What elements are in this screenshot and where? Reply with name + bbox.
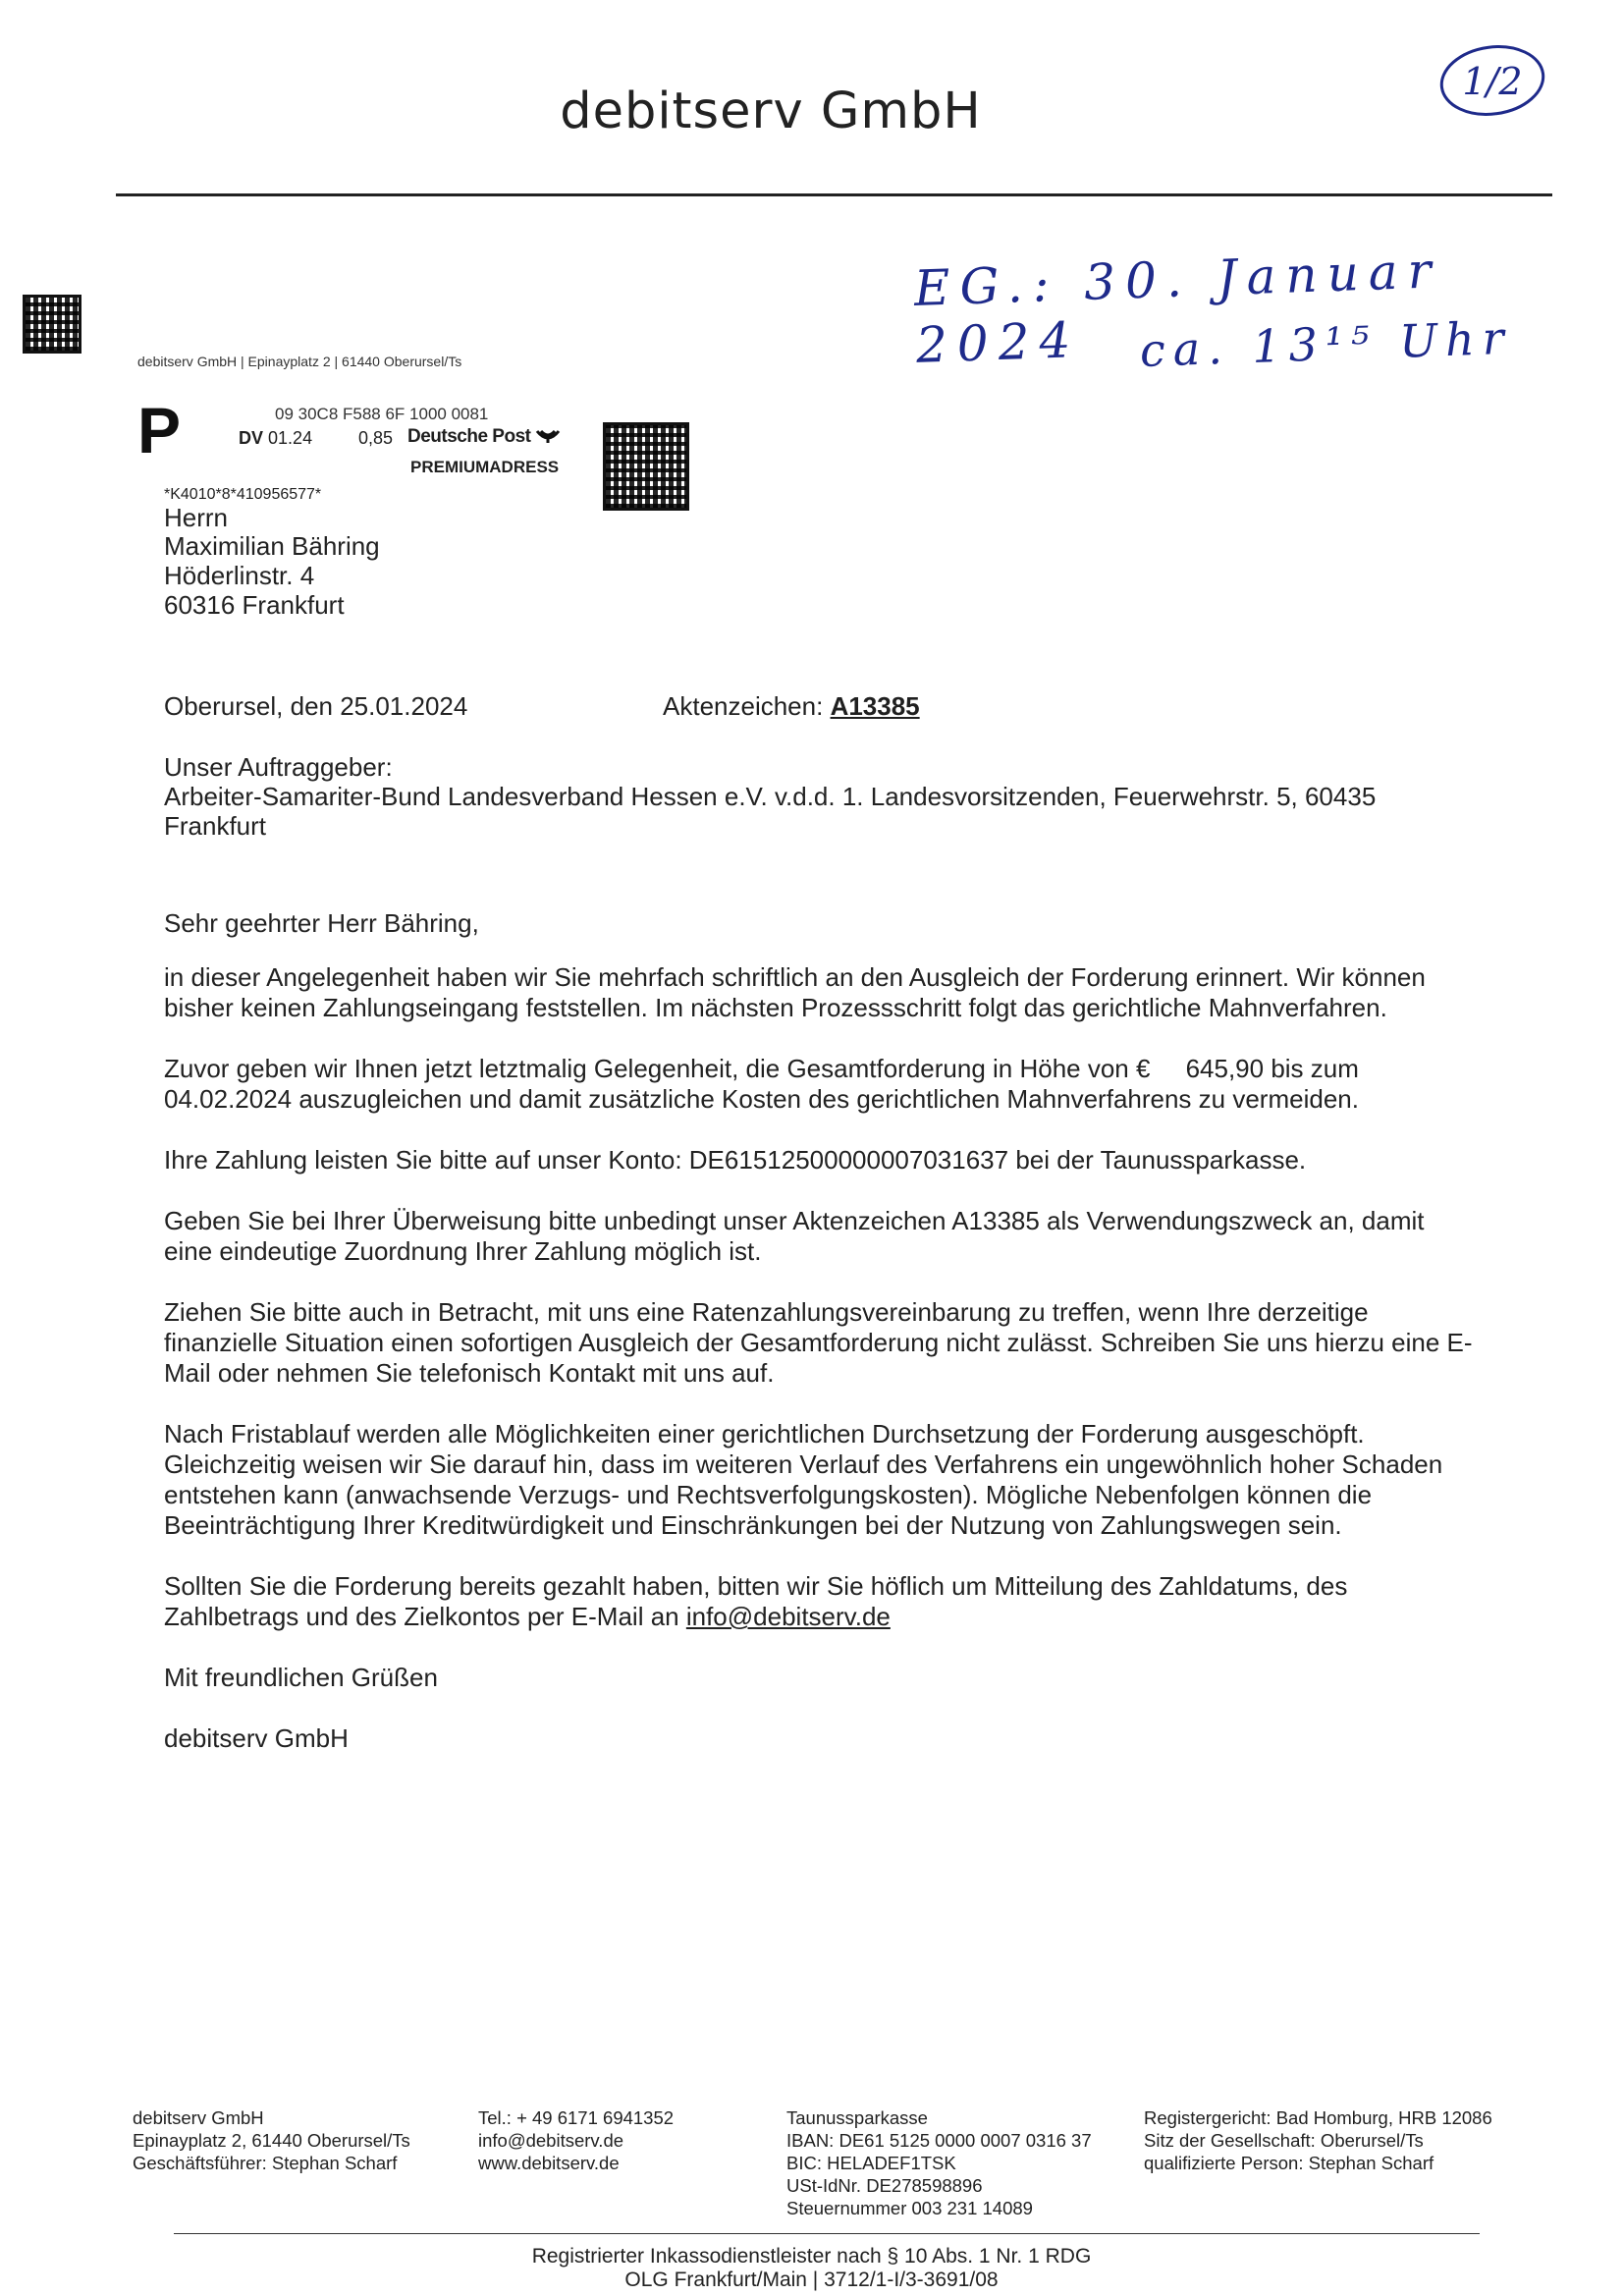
footer-company-name: debitserv GmbH — [133, 2107, 264, 2128]
footer-company-address: Epinayplatz 2, 61440 Oberursel/Ts — [133, 2130, 410, 2151]
recipient-street: Höderlinstr. 4 — [164, 561, 315, 590]
paragraph-7-line-2 — [164, 1602, 1578, 1632]
handwritten-received-time: ca. 13¹⁵ Uhr — [1139, 310, 1513, 377]
postage-p-mark: P — [137, 394, 182, 466]
footer-vat-id: USt-IdNr. DE278598896 — [786, 2175, 983, 2196]
footer-registration-line-2: OLG Frankfurt/Main | 3712/1-I/3-3691/08 — [624, 2269, 999, 2291]
header-rule — [116, 193, 1552, 196]
contact-email-link[interactable]: info@debitserv.de — [685, 1602, 891, 1631]
paragraph-4-line-1: Geben Sie bei Ihrer Überweisung bitte unbedingt unser Aktenzeichen A13385 als Verwendungszweck an, damit — [164, 1206, 1425, 1235]
paragraph-6-line-2: Gleichzeitig weisen wir Sie darauf hin, dass im weiteren Verlauf des Verfahrens ein ungewöhnlich hoher Schaden — [164, 1449, 1443, 1479]
footer-managing-director: Geschäftsführer: Stephan Scharf — [133, 2153, 398, 2173]
footer-website[interactable]: www.debitserv.de — [478, 2153, 620, 2173]
postage-price: 0,85 — [358, 428, 394, 448]
deutsche-post-text: Deutsche Post — [407, 426, 531, 447]
paragraph-7-line-1: Sollten Sie die Forderung bereits gezahlt haben, bitten wir Sie höflich um Mitteilung des Zahldatums, des — [164, 1571, 1348, 1601]
recipient-salutation: Herrn — [164, 503, 229, 532]
aktenzeichen-label: Aktenzeichen: — [663, 691, 824, 721]
paragraph-5-line-3: Mail oder nehmen Sie telefonisch Kontakt mit uns auf. — [164, 1358, 775, 1388]
footer-registration-line-1: Registrierter Inkassodienstleister nach § 10 Abs. 1 Nr. 1 RDG — [531, 2245, 1092, 2268]
aktenzeichen — [663, 691, 920, 722]
footer-register-court: Registergericht: Bad Homburg, HRB 12086 — [1144, 2107, 1492, 2128]
paragraph-6-line-4: Beeinträchtigung Ihrer Kreditwürdigkeit und Einschränkungen bei der Nutzung von Zahlungswegen sein. — [164, 1510, 1342, 1540]
footer-contact-column — [478, 2106, 674, 2174]
client-line-1: Arbeiter-Samariter-Bund Landesverband Hessen e.V. v.d.d. 1. Landesvorsitzenden, Feuerwehrstr. 5, 60435 — [164, 782, 1377, 811]
footer-register-column — [1144, 2106, 1492, 2174]
footer-tax-number: Steuernummer 003 231 14089 — [786, 2198, 1033, 2218]
postage-dv — [239, 428, 312, 449]
client-line-2: Frankfurt — [164, 811, 267, 841]
deutsche-post-brand — [407, 426, 561, 448]
postage-dv-label: DV — [239, 428, 264, 448]
postage-dv-value: 01.24 — [268, 428, 313, 448]
recipient-name: Maximilian Bähring — [164, 531, 380, 561]
footer-company-column — [133, 2106, 410, 2174]
datamatrix-code-small — [23, 295, 81, 354]
paragraph-7-line-2-text: Zahlbetrags und des Zielkontos per E-Mail an — [164, 1602, 686, 1631]
postage-datamatrix-code — [603, 422, 689, 511]
client-label: Unser Auftraggeber: — [164, 752, 393, 782]
paragraph-2-line-1: Zuvor geben wir Ihnen jetzt letztmalig Gelegenheit, die Gesamtforderung in Höhe von € 645,90 bis zum — [164, 1054, 1359, 1083]
footer-bank-column — [786, 2106, 1092, 2219]
paragraph-6-line-1: Nach Fristablauf werden alle Möglichkeiten einer gerichtlichen Durchsetzung der Forderung ausgeschöpft. — [164, 1419, 1365, 1449]
paragraph-1-line-1: in dieser Angelegenheit haben wir Sie mehrfach schriftlich an den Ausgleich der Forderung erinnert. Wir können — [164, 962, 1426, 992]
handwritten-received-date: EG.: 30. Januar 2024 — [913, 242, 1442, 374]
signature: debitserv GmbH — [164, 1723, 349, 1753]
footer-email[interactable]: info@debitserv.de — [478, 2130, 624, 2151]
footer-iban: IBAN: DE61 5125 0000 0007 0316 37 — [786, 2130, 1092, 2151]
paragraph-5-line-1: Ziehen Sie bitte auch in Betracht, mit uns eine Ratenzahlungsvereinbarung zu treffen, wenn Ihre derzeitige — [164, 1297, 1369, 1327]
handwritten-page-ref — [1434, 39, 1551, 120]
paragraph-6-line-3: entstehen kann (anwachsende Verzugs- und Rechtsverfolgungskosten). Mögliche Nebenfolgen können die — [164, 1480, 1373, 1509]
postage-code: 09 30C8 F588 6F 1000 0081 — [275, 405, 489, 423]
sender-return-address: debitserv GmbH | Epinayplatz 2 | 61440 Oberursel/Ts — [137, 354, 462, 369]
paragraph-2-line-2: 04.02.2024 auszugleichen und damit zusätzliche Kosten des gerichtlichen Mahnverfahrens zu vermeiden. — [164, 1084, 1359, 1114]
paragraph-5-line-2: finanzielle Situation einen sofortigen Ausgleich der Gesamtforderung nicht zulässt. Schreiben Sie uns hierzu eine E- — [164, 1328, 1473, 1357]
greeting: Sehr geehrter Herr Bähring, — [164, 908, 479, 938]
place-date: Oberursel, den 25.01.2024 — [164, 691, 468, 721]
footer-registered-office: Sitz der Gesellschaft: Oberursel/Ts — [1144, 2130, 1424, 2151]
posthorn-icon — [535, 427, 561, 445]
footer-qualified-person: qualifizierte Person: Stephan Scharf — [1144, 2153, 1434, 2173]
handwritten-page-ref-text: 1/2 — [1462, 60, 1523, 103]
postage-id: *K4010*8*410956577* — [164, 486, 322, 503]
paragraph-3: Ihre Zahlung leisten Sie bitte auf unser Konto: DE61512500000007031637 bei der Taunussparkasse. — [164, 1145, 1307, 1175]
footer-rule — [174, 2233, 1480, 2234]
footer-bic: BIC: HELADEF1TSK — [786, 2153, 956, 2173]
footer-bank-name: Taunussparkasse — [786, 2107, 928, 2128]
footer-phone: Tel.: + 49 6171 6941352 — [478, 2107, 675, 2128]
paragraph-1-line-2: bisher keinen Zahlungseingang feststellen. Im nächsten Prozessschritt folgt das gerichtliche Mahnverfahren. — [164, 993, 1387, 1022]
closing: Mit freundlichen Grüßen — [164, 1663, 438, 1692]
aktenzeichen-value: A13385 — [830, 691, 920, 721]
company-title: debitserv GmbH — [560, 82, 982, 140]
recipient-city: 60316 Frankfurt — [164, 590, 345, 620]
paragraph-4-line-2: eine eindeutige Zuordnung Ihrer Zahlung möglich ist. — [164, 1236, 762, 1266]
premiumadress-label: PREMIUMADRESS — [410, 458, 560, 476]
